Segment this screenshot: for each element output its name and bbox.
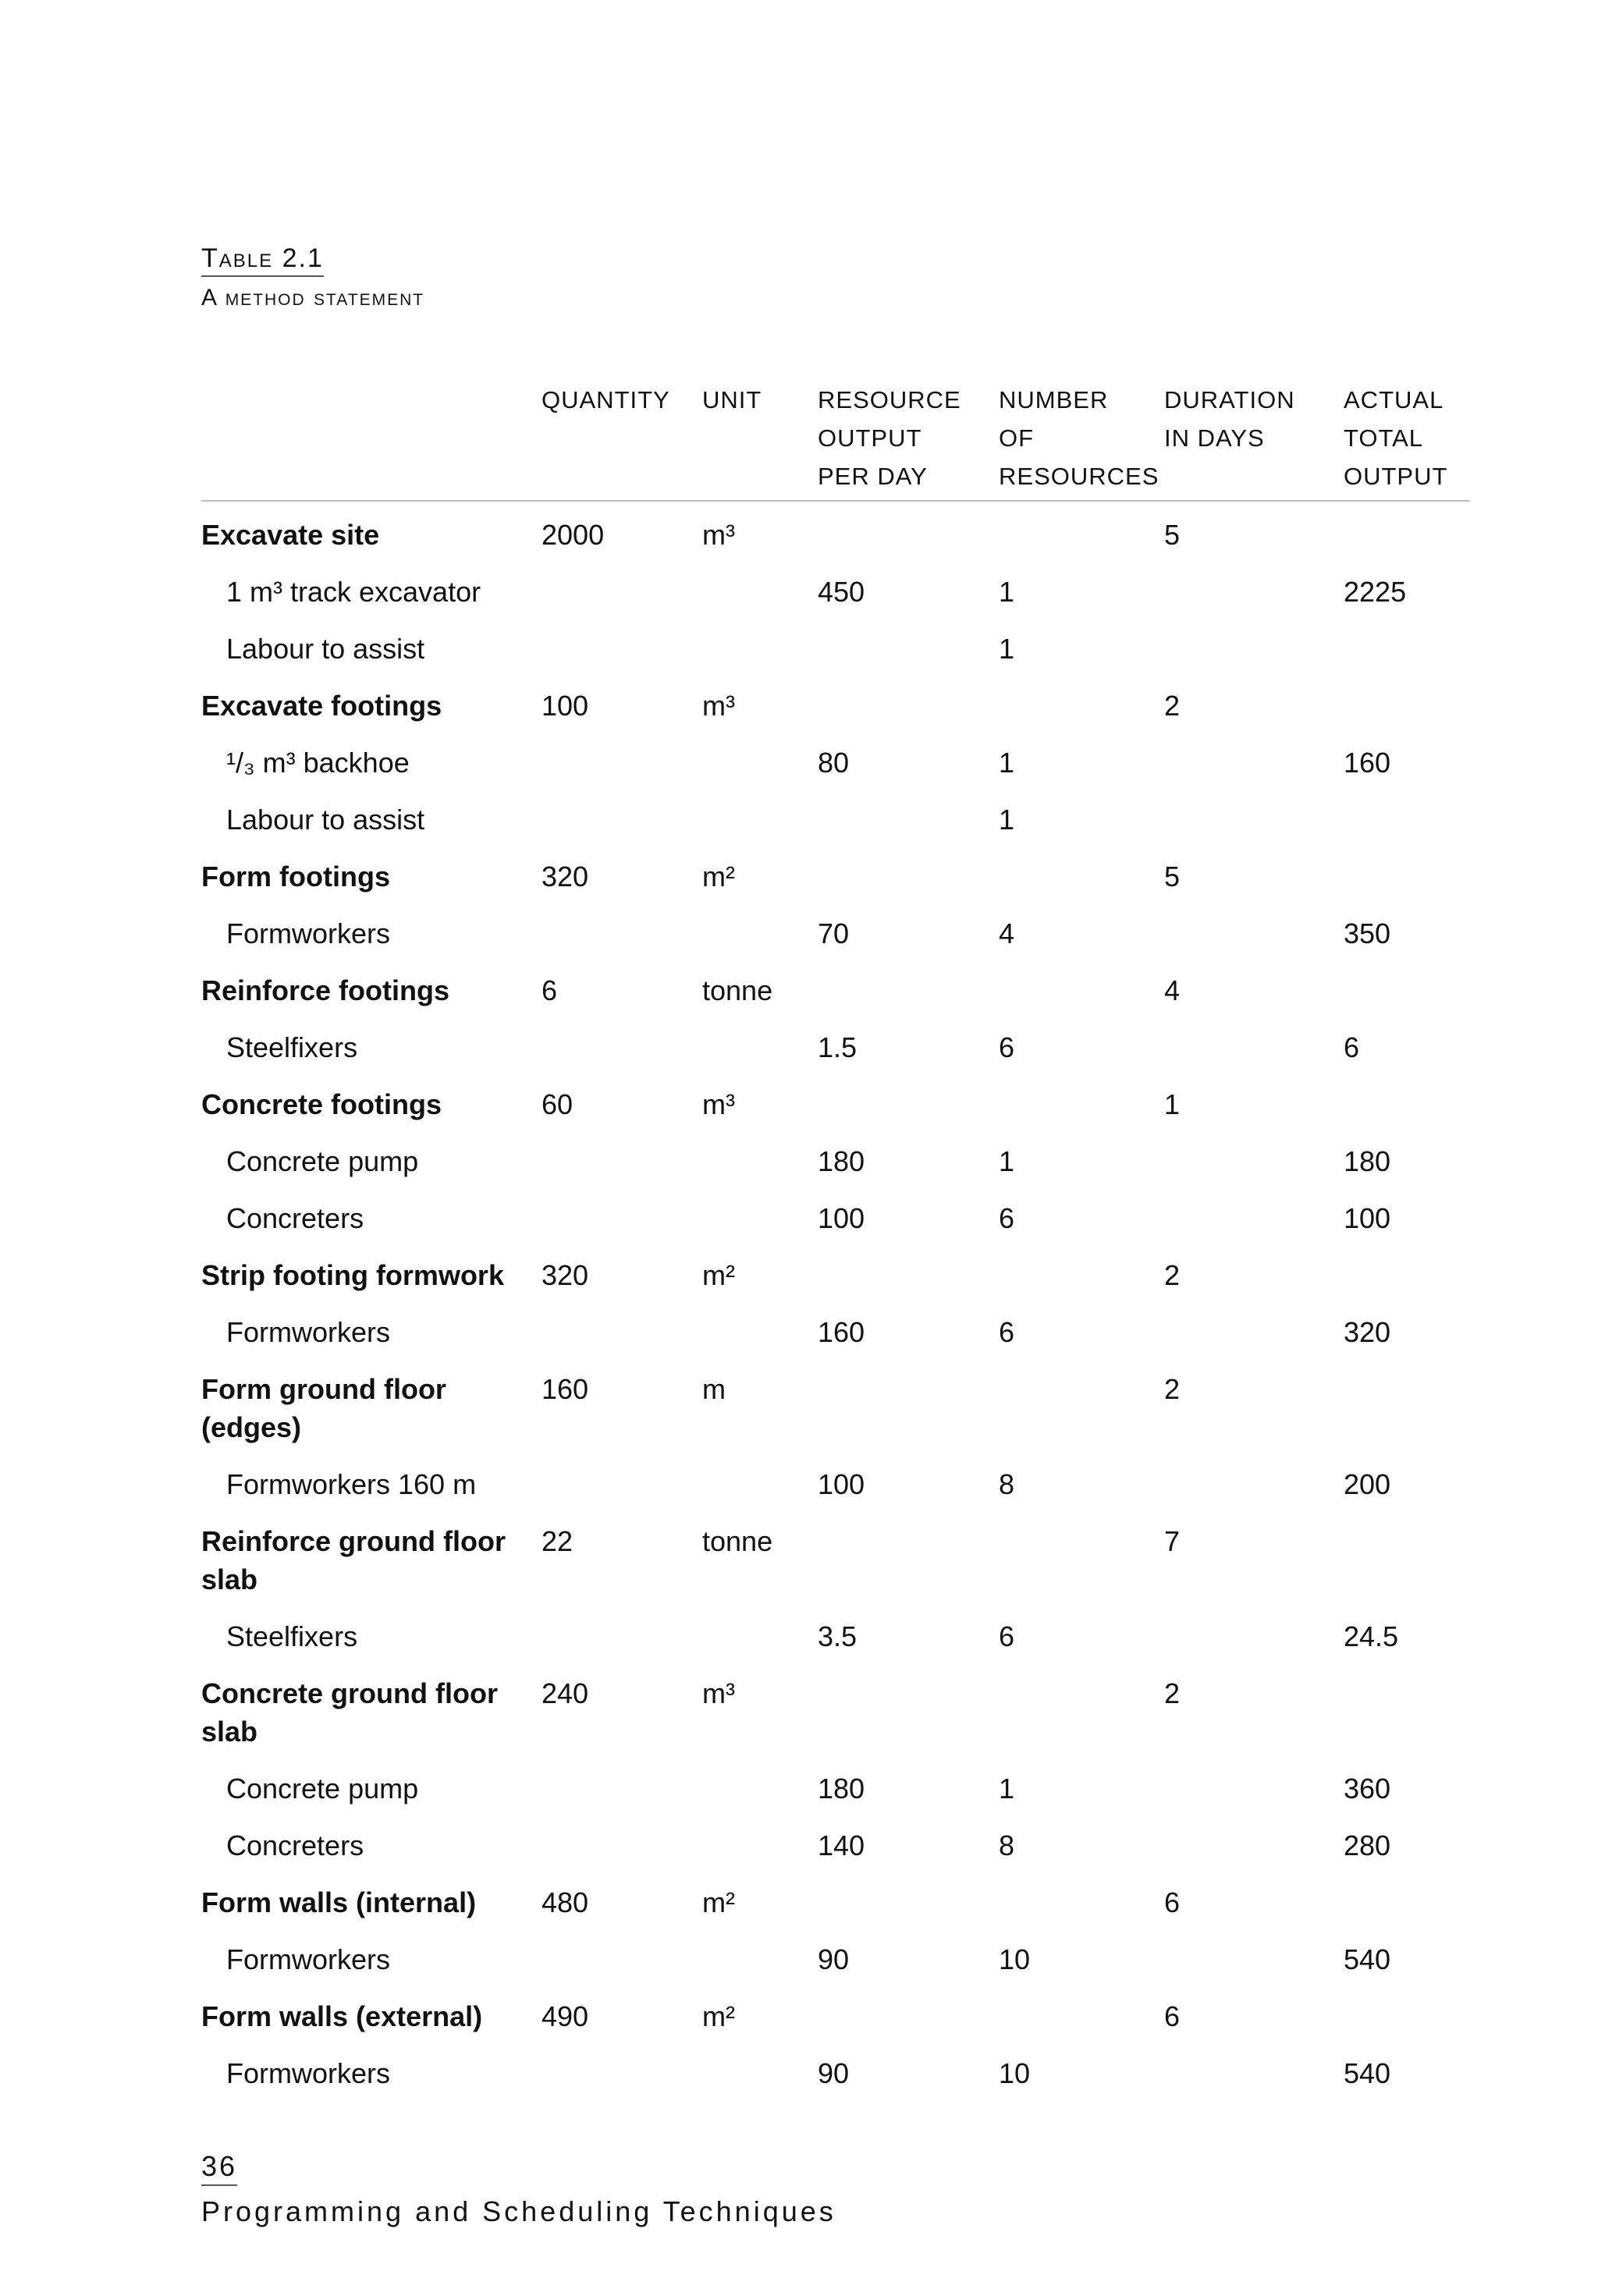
cell-duration: 1 xyxy=(1164,1088,1181,1120)
cell-actual-total-output: 100 xyxy=(1344,1202,1391,1234)
cell-resource-output: 180 xyxy=(818,1773,865,1805)
cell-resource-output: 450 xyxy=(818,576,865,608)
cell-unit: m xyxy=(702,1373,726,1405)
cell-number-of-resources xyxy=(999,1076,1164,1133)
cell-unit xyxy=(702,2045,818,2102)
book-title: Programming and Scheduling Techniques xyxy=(201,2195,836,2227)
cell-number-of-resources: 1 xyxy=(999,804,1015,836)
cell-quantity xyxy=(542,1190,702,1247)
cell-duration: 6 xyxy=(1164,2000,1181,2032)
cell-unit xyxy=(702,734,818,791)
cell-actual-total-output xyxy=(1344,848,1470,905)
cell-resource-output xyxy=(818,501,999,563)
header-quantity: QUANTITY xyxy=(542,381,702,501)
cell-actual-total-output: 24.5 xyxy=(1344,1620,1399,1652)
cell-quantity xyxy=(542,1019,702,1076)
resource-row xyxy=(201,1931,1470,1988)
cell-unit: tonne xyxy=(702,974,773,1006)
cell-unit xyxy=(702,1817,818,1874)
cell-resource-output xyxy=(818,962,999,1019)
cell-resource-output: 160 xyxy=(818,1316,865,1348)
cell-quantity xyxy=(542,905,702,962)
header-number-of-resources: NUMBER OF RESOURCES xyxy=(999,381,1164,501)
cell-actual-total-output xyxy=(1344,1361,1470,1456)
cell-activity-name: Labour to assist xyxy=(226,804,425,836)
resource-row xyxy=(201,1304,1470,1361)
cell-number-of-resources: 6 xyxy=(999,1316,1015,1348)
activity-row xyxy=(201,1247,1470,1304)
cell-duration: 4 xyxy=(1164,974,1181,1006)
cell-unit: m³ xyxy=(702,690,735,722)
cell-unit: m² xyxy=(702,1886,735,1918)
cell-unit xyxy=(702,620,818,677)
page-number: 36 xyxy=(201,2150,237,2186)
cell-number-of-resources: 8 xyxy=(999,1829,1015,1861)
cell-number-of-resources: 6 xyxy=(999,1202,1015,1234)
cell-quantity: 22 xyxy=(542,1525,574,1557)
header-unit: UNIT xyxy=(702,381,818,501)
cell-number-of-resources: 1 xyxy=(999,1773,1015,1805)
cell-quantity xyxy=(542,1931,702,1988)
cell-quantity xyxy=(542,2045,702,2102)
cell-activity-name: Formworkers xyxy=(226,2057,391,2089)
cell-resource-output: 100 xyxy=(818,1202,865,1234)
cell-duration xyxy=(1164,905,1344,962)
cell-resource-output: 140 xyxy=(818,1829,865,1861)
cell-activity-name: Formworkers 160 m xyxy=(226,1468,477,1500)
header-resource-output: RESOURCE OUTPUT PER DAY xyxy=(818,381,999,501)
resource-row xyxy=(201,1817,1470,1874)
cell-activity-name: Concrete pump xyxy=(226,1145,419,1177)
cell-activity-name: Labour to assist xyxy=(226,633,425,665)
cell-actual-total-output: 180 xyxy=(1344,1145,1391,1177)
cell-resource-output xyxy=(818,1247,999,1304)
activity-row xyxy=(201,962,1470,1019)
cell-quantity xyxy=(542,1608,702,1665)
cell-quantity: 490 xyxy=(542,2000,589,2032)
cell-activity-name: Form ground floor (edges) xyxy=(201,1373,446,1443)
activity-row xyxy=(201,848,1470,905)
table-label: Table 2.1 xyxy=(201,243,324,277)
cell-number-of-resources xyxy=(999,962,1164,1019)
cell-quantity: 240 xyxy=(542,1677,589,1709)
page-footer xyxy=(201,2150,836,2228)
cell-duration xyxy=(1164,734,1344,791)
cell-unit xyxy=(702,1304,818,1361)
cell-activity-name: Formworkers xyxy=(226,1316,391,1348)
cell-duration xyxy=(1164,563,1344,620)
cell-number-of-resources: 1 xyxy=(999,1145,1015,1177)
header-actual-total-output: ACTUAL TOTAL OUTPUT xyxy=(1344,381,1470,501)
cell-number-of-resources: 8 xyxy=(999,1468,1015,1500)
cell-unit: tonne xyxy=(702,1525,773,1557)
cell-duration: 2 xyxy=(1164,1373,1181,1405)
cell-duration xyxy=(1164,791,1344,848)
cell-unit xyxy=(702,1190,818,1247)
cell-activity-name: Concrete pump xyxy=(226,1773,419,1805)
cell-duration xyxy=(1164,1190,1344,1247)
cell-activity-name: ¹/₃ m³ backhoe xyxy=(226,747,410,779)
cell-number-of-resources xyxy=(999,1874,1164,1931)
cell-duration xyxy=(1164,1760,1344,1817)
cell-duration: 5 xyxy=(1164,519,1181,551)
cell-actual-total-output xyxy=(1344,962,1470,1019)
cell-duration xyxy=(1164,1456,1344,1513)
cell-activity-name: Reinforce footings xyxy=(201,974,450,1006)
cell-actual-total-output: 200 xyxy=(1344,1468,1391,1500)
cell-duration xyxy=(1164,620,1344,677)
cell-duration: 5 xyxy=(1164,861,1181,892)
cell-actual-total-output: 2225 xyxy=(1344,576,1407,608)
cell-number-of-resources xyxy=(999,1247,1164,1304)
activity-row xyxy=(201,501,1470,563)
cell-activity-name: Reinforce ground floor slab xyxy=(201,1525,506,1595)
activity-row xyxy=(201,1988,1470,2045)
resource-row xyxy=(201,905,1470,962)
cell-unit: m³ xyxy=(702,1677,735,1709)
cell-activity-name: Form walls (internal) xyxy=(201,1886,477,1918)
cell-unit: m² xyxy=(702,1259,735,1291)
cell-activity-name: Strip footing formwork xyxy=(201,1259,504,1291)
cell-resource-output xyxy=(818,1874,999,1931)
cell-activity-name: Steelfixers xyxy=(226,1620,358,1652)
cell-activity-name: Excavate footings xyxy=(201,690,442,722)
cell-quantity: 320 xyxy=(542,861,589,892)
cell-actual-total-output: 350 xyxy=(1344,917,1391,949)
cell-unit: m² xyxy=(702,861,735,892)
cell-number-of-resources: 1 xyxy=(999,747,1015,779)
cell-duration xyxy=(1164,1133,1344,1190)
resource-row xyxy=(201,563,1470,620)
cell-number-of-resources: 1 xyxy=(999,633,1015,665)
cell-resource-output: 100 xyxy=(818,1468,865,1500)
cell-quantity: 2000 xyxy=(542,519,605,551)
resource-row xyxy=(201,734,1470,791)
cell-actual-total-output xyxy=(1344,501,1470,563)
cell-actual-total-output xyxy=(1344,677,1470,734)
cell-quantity xyxy=(542,734,702,791)
cell-resource-output xyxy=(818,1988,999,2045)
cell-duration xyxy=(1164,1931,1344,1988)
cell-resource-output xyxy=(818,1361,999,1456)
cell-actual-total-output xyxy=(1344,1513,1470,1608)
cell-resource-output xyxy=(818,677,999,734)
header-duration: DURATION IN DAYS xyxy=(1164,381,1344,501)
cell-activity-name: Formworkers xyxy=(226,917,391,949)
cell-activity-name: Steelfixers xyxy=(226,1031,358,1063)
table-header-row xyxy=(201,381,1470,501)
cell-number-of-resources: 4 xyxy=(999,917,1015,949)
resource-row xyxy=(201,1760,1470,1817)
cell-duration: 2 xyxy=(1164,1677,1181,1709)
cell-number-of-resources: 6 xyxy=(999,1620,1015,1652)
cell-resource-output: 90 xyxy=(818,1943,850,1975)
cell-quantity xyxy=(542,563,702,620)
method-statement-table xyxy=(201,381,1470,2102)
cell-actual-total-output xyxy=(1344,1247,1470,1304)
activity-row xyxy=(201,677,1470,734)
cell-activity-name: 1 m³ track excavator xyxy=(226,576,481,608)
cell-unit xyxy=(702,791,818,848)
resource-row xyxy=(201,1608,1470,1665)
cell-duration: 7 xyxy=(1164,1525,1181,1557)
cell-unit xyxy=(702,1608,818,1665)
cell-resource-output: 80 xyxy=(818,747,850,779)
cell-resource-output xyxy=(818,1665,999,1760)
cell-actual-total-output: 320 xyxy=(1344,1316,1391,1348)
cell-number-of-resources xyxy=(999,1361,1164,1456)
method-statement-table-container xyxy=(201,381,1470,2102)
cell-quantity: 160 xyxy=(542,1373,589,1405)
cell-number-of-resources: 10 xyxy=(999,2057,1031,2089)
cell-activity-name: Concrete footings xyxy=(201,1088,442,1120)
resource-row xyxy=(201,2045,1470,2102)
resource-row xyxy=(201,791,1470,848)
cell-quantity xyxy=(542,791,702,848)
cell-number-of-resources xyxy=(999,677,1164,734)
resource-row xyxy=(201,1456,1470,1513)
cell-actual-total-output xyxy=(1344,1665,1470,1760)
cell-unit: m² xyxy=(702,2000,735,2032)
cell-activity-name: Excavate site xyxy=(201,519,380,551)
cell-activity-name: Formworkers xyxy=(226,1943,391,1975)
cell-unit xyxy=(702,1931,818,1988)
header-activity xyxy=(201,381,542,501)
cell-quantity: 100 xyxy=(542,690,589,722)
table-title: A method statement xyxy=(201,285,425,311)
cell-actual-total-output: 540 xyxy=(1344,2057,1391,2089)
cell-unit xyxy=(702,563,818,620)
resource-row xyxy=(201,1190,1470,1247)
activity-row xyxy=(201,1513,1470,1608)
cell-resource-output xyxy=(818,1076,999,1133)
cell-number-of-resources: 1 xyxy=(999,576,1015,608)
cell-resource-output xyxy=(818,620,999,677)
cell-actual-total-output xyxy=(1344,1874,1470,1931)
cell-actual-total-output xyxy=(1344,620,1470,677)
cell-unit xyxy=(702,1019,818,1076)
activity-row xyxy=(201,1361,1470,1456)
resource-row xyxy=(201,1133,1470,1190)
cell-duration xyxy=(1164,1608,1344,1665)
cell-actual-total-output: 540 xyxy=(1344,1943,1391,1975)
cell-resource-output: 3.5 xyxy=(818,1620,858,1652)
cell-activity-name: Concreters xyxy=(226,1202,364,1234)
cell-unit xyxy=(702,1760,818,1817)
cell-actual-total-output: 160 xyxy=(1344,747,1391,779)
cell-unit xyxy=(702,1133,818,1190)
activity-row xyxy=(201,1874,1470,1931)
cell-duration xyxy=(1164,1817,1344,1874)
cell-activity-name: Form footings xyxy=(201,861,390,892)
cell-number-of-resources xyxy=(999,501,1164,563)
cell-number-of-resources xyxy=(999,1988,1164,2045)
resource-row xyxy=(201,1019,1470,1076)
cell-quantity: 60 xyxy=(542,1088,574,1120)
cell-resource-output: 1.5 xyxy=(818,1031,858,1063)
activity-row xyxy=(201,1076,1470,1133)
cell-quantity xyxy=(542,1817,702,1874)
cell-duration: 2 xyxy=(1164,690,1181,722)
cell-quantity xyxy=(542,1133,702,1190)
cell-duration xyxy=(1164,2045,1344,2102)
cell-activity-name: Form walls (external) xyxy=(201,2000,483,2032)
cell-duration: 2 xyxy=(1164,1259,1181,1291)
resource-row xyxy=(201,620,1470,677)
cell-resource-output xyxy=(818,848,999,905)
activity-row xyxy=(201,1665,1470,1760)
cell-unit xyxy=(702,905,818,962)
cell-unit: m³ xyxy=(702,519,735,551)
cell-quantity xyxy=(542,620,702,677)
cell-actual-total-output xyxy=(1344,1076,1470,1133)
cell-quantity: 320 xyxy=(542,1259,589,1291)
cell-duration xyxy=(1164,1019,1344,1076)
cell-activity-name: Concrete ground floor slab xyxy=(201,1677,498,1748)
cell-actual-total-output: 6 xyxy=(1344,1031,1360,1063)
cell-duration: 6 xyxy=(1164,1886,1181,1918)
cell-actual-total-output xyxy=(1344,791,1470,848)
cell-resource-output: 70 xyxy=(818,917,850,949)
cell-unit: m³ xyxy=(702,1088,735,1120)
cell-actual-total-output: 360 xyxy=(1344,1773,1391,1805)
cell-resource-output: 90 xyxy=(818,2057,850,2089)
cell-number-of-resources: 6 xyxy=(999,1031,1015,1063)
table-caption xyxy=(201,243,424,311)
cell-activity-name: Concreters xyxy=(226,1829,364,1861)
cell-number-of-resources xyxy=(999,848,1164,905)
cell-quantity xyxy=(542,1760,702,1817)
cell-duration xyxy=(1164,1304,1344,1361)
table-body xyxy=(201,501,1470,2102)
cell-resource-output: 180 xyxy=(818,1145,865,1177)
cell-unit xyxy=(702,1456,818,1513)
cell-resource-output xyxy=(818,791,999,848)
cell-resource-output xyxy=(818,1513,999,1608)
cell-number-of-resources xyxy=(999,1665,1164,1760)
cell-actual-total-output xyxy=(1344,1988,1470,2045)
cell-quantity: 6 xyxy=(542,974,558,1006)
cell-quantity xyxy=(542,1456,702,1513)
cell-number-of-resources xyxy=(999,1513,1164,1608)
cell-actual-total-output: 280 xyxy=(1344,1829,1391,1861)
cell-quantity xyxy=(542,1304,702,1361)
cell-quantity: 480 xyxy=(542,1886,589,1918)
cell-number-of-resources: 10 xyxy=(999,1943,1031,1975)
